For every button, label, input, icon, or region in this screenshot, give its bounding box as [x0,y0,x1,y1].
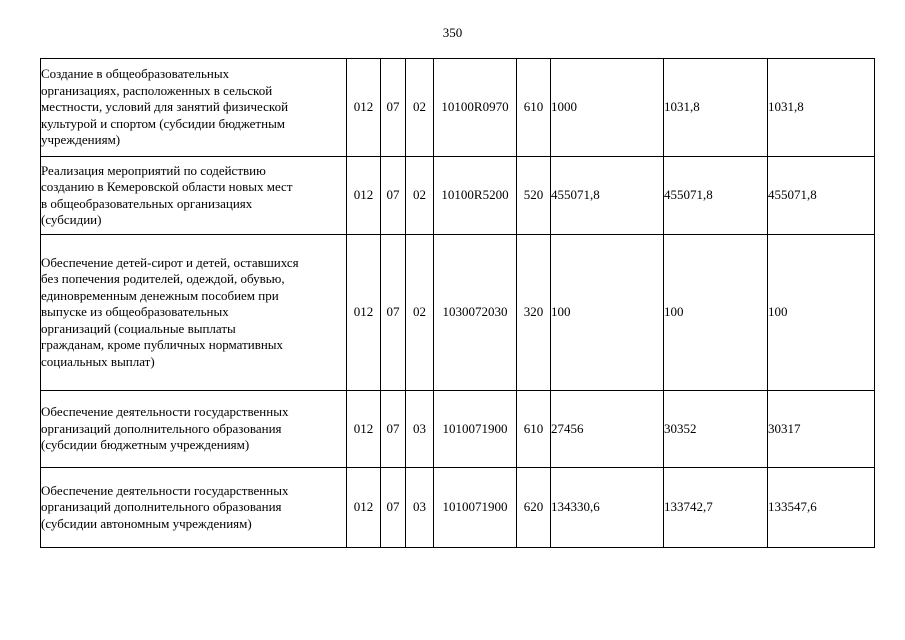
amount-cell: 1031,8 [664,59,768,157]
ministry-code-cell: 012 [347,59,381,157]
expense-type-cell: 520 [517,157,551,235]
target-item-cell: 1010071900 [434,468,517,548]
table-row [41,235,875,391]
section-code-cell: 07 [381,235,406,391]
section-code-cell: 07 [381,157,406,235]
expense-name-line: местности, условий для занятий физической [41,99,289,115]
amount-cell: 455071,8 [768,157,875,235]
section-code-cell: 07 [381,391,406,468]
table-row [41,391,875,468]
expense-name-cell [41,468,347,548]
section-code-cell: 07 [381,59,406,157]
expense-name-line: без попечения родителей, одеждой, обувью, [41,271,285,287]
expense-name-line: (субсидии) [41,212,102,227]
expense-name-line: Обеспечение деятельности государственных [41,482,289,498]
expense-name-line: культурой и спортом (субсидии бюджетным [41,115,286,131]
expense-name-line: выпуске из общеобразовательных [41,304,229,320]
subsection-code-cell: 02 [406,59,434,157]
expense-name-line: организациях, расположенных в сельской [41,82,273,98]
expense-name-line: Обеспечение детей-сирот и детей, оставшихся [41,254,299,270]
expense-name-line: Обеспечение деятельности государственных [41,404,289,420]
amount-cell: 455071,8 [664,157,768,235]
expense-type-cell: 620 [517,468,551,548]
amount-cell: 1031,8 [768,59,875,157]
table-row [41,157,875,235]
expense-name-line: организаций (социальные выплаты [41,320,236,336]
expense-name-line: Создание в общеобразовательных [41,66,230,82]
expense-name-line: в общеобразовательных организациях [41,195,253,211]
expense-name-line: (субсидии автономным учреждениям) [41,515,252,531]
expense-type-cell: 320 [517,235,551,391]
target-item-cell: 10100R0970 [434,59,517,157]
ministry-code-cell: 012 [347,391,381,468]
expense-name-line: организаций дополнительного образования [41,499,282,515]
target-item-cell: 10100R5200 [434,157,517,235]
amount-cell: 100 [664,235,768,391]
ministry-code-cell: 012 [347,157,381,235]
amount-cell: 100 [768,235,875,391]
expense-name-line: гражданам, кроме публичных нормативных [41,337,284,353]
amount-cell: 455071,8 [551,157,664,235]
expense-name-cell [41,391,347,468]
ministry-code-cell: 012 [347,235,381,391]
amount-cell: 100 [551,235,664,391]
amount-cell: 133742,7 [664,468,768,548]
page-number: 350 [442,25,463,40]
expense-name-line: Реализация мероприятий по содействию [41,162,266,178]
subsection-code-cell: 03 [406,391,434,468]
expense-name-line: единовременным денежным пособием при [41,287,279,303]
amount-cell: 27456 [551,391,664,468]
expense-type-cell: 610 [517,59,551,157]
amount-cell: 134330,6 [551,468,664,548]
expense-name-line: социальных выплат) [41,353,155,369]
subsection-code-cell: 03 [406,468,434,548]
expense-type-cell: 610 [517,391,551,468]
table-row [41,468,875,548]
expense-name-cell [41,59,347,157]
amount-cell: 133547,6 [768,468,875,548]
amount-cell: 30317 [768,391,875,468]
subsection-code-cell: 02 [406,157,434,235]
ministry-code-cell: 012 [347,468,381,548]
expense-name-line: (субсидии бюджетным учреждениям) [41,437,250,453]
amount-cell: 30352 [664,391,768,468]
section-code-cell: 07 [381,468,406,548]
budget-table [40,58,875,548]
expense-name-line: созданию в Кемеровской области новых мест [41,179,293,194]
target-item-cell: 1010071900 [434,391,517,468]
amount-cell: 1000 [551,59,664,157]
expense-name-line: учреждениям) [41,132,121,148]
expense-name-line: организаций дополнительного образования [41,420,282,436]
table-row [41,59,875,157]
target-item-cell: 1030072030 [434,235,517,391]
expense-name-cell [41,157,347,235]
subsection-code-cell: 02 [406,235,434,391]
expense-name-cell [41,235,347,391]
